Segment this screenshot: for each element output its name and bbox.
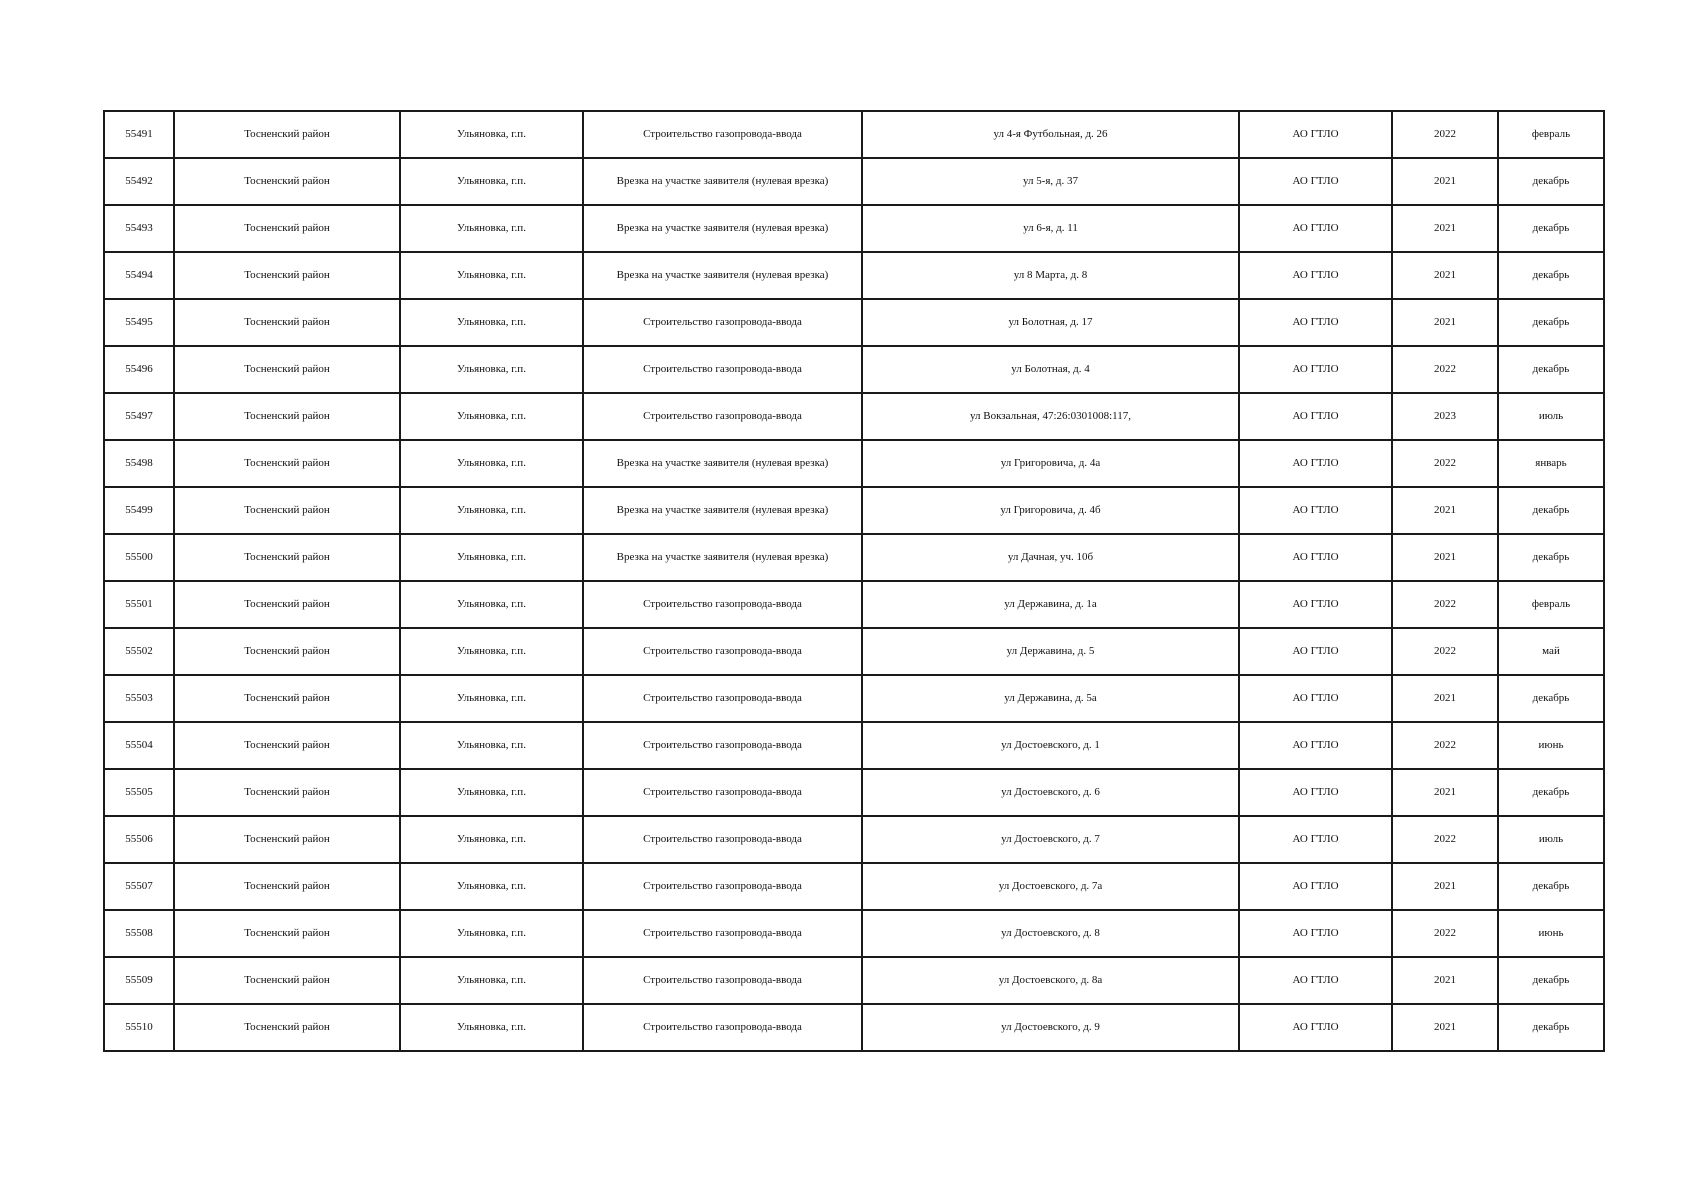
cell-settlement: Ульяновка, г.п. xyxy=(400,440,583,487)
cell-month: январь xyxy=(1498,440,1604,487)
cell-id: 55498 xyxy=(104,440,174,487)
cell-year: 2022 xyxy=(1392,346,1498,393)
cell-settlement: Ульяновка, г.п. xyxy=(400,158,583,205)
cell-district: Тосненский район xyxy=(174,346,400,393)
cell-work-type: Строительство газопровода-ввода xyxy=(583,581,862,628)
cell-month: май xyxy=(1498,628,1604,675)
cell-organization: АО ГТЛО xyxy=(1239,910,1392,957)
cell-settlement: Ульяновка, г.п. xyxy=(400,675,583,722)
cell-month: декабрь xyxy=(1498,252,1604,299)
table-row xyxy=(104,299,1604,346)
cell-district: Тосненский район xyxy=(174,581,400,628)
cell-id: 55499 xyxy=(104,487,174,534)
cell-id: 55510 xyxy=(104,1004,174,1051)
cell-settlement: Ульяновка, г.п. xyxy=(400,111,583,158)
cell-address: ул Достоевского, д. 8а xyxy=(862,957,1239,1004)
cell-organization: АО ГТЛО xyxy=(1239,487,1392,534)
cell-month: июнь xyxy=(1498,722,1604,769)
table-row xyxy=(104,346,1604,393)
cell-year: 2021 xyxy=(1392,957,1498,1004)
cell-id: 55497 xyxy=(104,393,174,440)
cell-month: декабрь xyxy=(1498,487,1604,534)
cell-work-type: Строительство газопровода-ввода xyxy=(583,957,862,1004)
table-row xyxy=(104,722,1604,769)
cell-id: 55495 xyxy=(104,299,174,346)
gasification-table xyxy=(103,110,1605,1052)
cell-id: 55506 xyxy=(104,816,174,863)
table-row xyxy=(104,440,1604,487)
cell-address: ул Достоевского, д. 8 xyxy=(862,910,1239,957)
cell-work-type: Строительство газопровода-ввода xyxy=(583,299,862,346)
cell-address: ул Вокзальная, 47:26:0301008:117, xyxy=(862,393,1239,440)
table-row xyxy=(104,205,1604,252)
cell-month: июнь xyxy=(1498,910,1604,957)
cell-address: ул Достоевского, д. 7а xyxy=(862,863,1239,910)
cell-organization: АО ГТЛО xyxy=(1239,111,1392,158)
cell-organization: АО ГТЛО xyxy=(1239,440,1392,487)
cell-year: 2022 xyxy=(1392,722,1498,769)
cell-address: ул 4-я Футбольная, д. 26 xyxy=(862,111,1239,158)
cell-address: ул Болотная, д. 17 xyxy=(862,299,1239,346)
cell-settlement: Ульяновка, г.п. xyxy=(400,534,583,581)
cell-month: декабрь xyxy=(1498,769,1604,816)
cell-organization: АО ГТЛО xyxy=(1239,957,1392,1004)
cell-settlement: Ульяновка, г.п. xyxy=(400,581,583,628)
cell-organization: АО ГТЛО xyxy=(1239,581,1392,628)
cell-organization: АО ГТЛО xyxy=(1239,534,1392,581)
cell-id: 55494 xyxy=(104,252,174,299)
cell-id: 55503 xyxy=(104,675,174,722)
cell-month: декабрь xyxy=(1498,205,1604,252)
cell-settlement: Ульяновка, г.п. xyxy=(400,487,583,534)
cell-month: июль xyxy=(1498,393,1604,440)
table-row xyxy=(104,534,1604,581)
cell-year: 2022 xyxy=(1392,910,1498,957)
cell-organization: АО ГТЛО xyxy=(1239,205,1392,252)
cell-address: ул Дачная, уч. 10б xyxy=(862,534,1239,581)
cell-work-type: Строительство газопровода-ввода xyxy=(583,1004,862,1051)
cell-district: Тосненский район xyxy=(174,534,400,581)
cell-month: июль xyxy=(1498,816,1604,863)
cell-id: 55505 xyxy=(104,769,174,816)
table-row xyxy=(104,487,1604,534)
cell-organization: АО ГТЛО xyxy=(1239,1004,1392,1051)
table-row xyxy=(104,581,1604,628)
cell-work-type: Врезка на участке заявителя (нулевая врезка) xyxy=(583,205,862,252)
cell-year: 2022 xyxy=(1392,111,1498,158)
cell-organization: АО ГТЛО xyxy=(1239,346,1392,393)
cell-work-type: Строительство газопровода-ввода xyxy=(583,722,862,769)
cell-district: Тосненский район xyxy=(174,299,400,346)
cell-settlement: Ульяновка, г.п. xyxy=(400,722,583,769)
cell-month: декабрь xyxy=(1498,675,1604,722)
cell-year: 2023 xyxy=(1392,393,1498,440)
cell-work-type: Врезка на участке заявителя (нулевая врезка) xyxy=(583,487,862,534)
cell-district: Тосненский район xyxy=(174,440,400,487)
cell-address: ул Достоевского, д. 6 xyxy=(862,769,1239,816)
cell-month: декабрь xyxy=(1498,346,1604,393)
cell-organization: АО ГТЛО xyxy=(1239,393,1392,440)
cell-address: ул 6-я, д. 11 xyxy=(862,205,1239,252)
cell-work-type: Строительство газопровода-ввода xyxy=(583,863,862,910)
cell-district: Тосненский район xyxy=(174,910,400,957)
cell-work-type: Строительство газопровода-ввода xyxy=(583,675,862,722)
cell-month: декабрь xyxy=(1498,957,1604,1004)
cell-month: декабрь xyxy=(1498,863,1604,910)
cell-settlement: Ульяновка, г.п. xyxy=(400,299,583,346)
cell-organization: АО ГТЛО xyxy=(1239,722,1392,769)
cell-work-type: Врезка на участке заявителя (нулевая врезка) xyxy=(583,252,862,299)
cell-work-type: Строительство газопровода-ввода xyxy=(583,393,862,440)
table-row xyxy=(104,393,1604,440)
cell-work-type: Строительство газопровода-ввода xyxy=(583,816,862,863)
cell-organization: АО ГТЛО xyxy=(1239,675,1392,722)
cell-settlement: Ульяновка, г.п. xyxy=(400,910,583,957)
cell-district: Тосненский район xyxy=(174,487,400,534)
cell-id: 55501 xyxy=(104,581,174,628)
cell-address: ул Державина, д. 1а xyxy=(862,581,1239,628)
cell-organization: АО ГТЛО xyxy=(1239,628,1392,675)
cell-id: 55508 xyxy=(104,910,174,957)
cell-year: 2021 xyxy=(1392,675,1498,722)
cell-id: 55507 xyxy=(104,863,174,910)
cell-work-type: Врезка на участке заявителя (нулевая врезка) xyxy=(583,440,862,487)
cell-organization: АО ГТЛО xyxy=(1239,863,1392,910)
table-row xyxy=(104,252,1604,299)
cell-settlement: Ульяновка, г.п. xyxy=(400,346,583,393)
cell-year: 2022 xyxy=(1392,816,1498,863)
cell-address: ул Григоровича, д. 4а xyxy=(862,440,1239,487)
cell-settlement: Ульяновка, г.п. xyxy=(400,1004,583,1051)
cell-year: 2021 xyxy=(1392,1004,1498,1051)
cell-organization: АО ГТЛО xyxy=(1239,158,1392,205)
cell-month: февраль xyxy=(1498,111,1604,158)
cell-district: Тосненский район xyxy=(174,816,400,863)
cell-organization: АО ГТЛО xyxy=(1239,252,1392,299)
cell-address: ул Достоевского, д. 1 xyxy=(862,722,1239,769)
cell-settlement: Ульяновка, г.п. xyxy=(400,957,583,1004)
cell-district: Тосненский район xyxy=(174,675,400,722)
cell-address: ул Достоевского, д. 9 xyxy=(862,1004,1239,1051)
cell-work-type: Строительство газопровода-ввода xyxy=(583,111,862,158)
cell-month: декабрь xyxy=(1498,1004,1604,1051)
table-row xyxy=(104,769,1604,816)
cell-year: 2021 xyxy=(1392,487,1498,534)
cell-settlement: Ульяновка, г.п. xyxy=(400,628,583,675)
cell-year: 2021 xyxy=(1392,863,1498,910)
cell-district: Тосненский район xyxy=(174,252,400,299)
cell-work-type: Строительство газопровода-ввода xyxy=(583,628,862,675)
cell-district: Тосненский район xyxy=(174,1004,400,1051)
cell-year: 2021 xyxy=(1392,252,1498,299)
cell-settlement: Ульяновка, г.п. xyxy=(400,393,583,440)
cell-organization: АО ГТЛО xyxy=(1239,769,1392,816)
table-row xyxy=(104,1004,1604,1051)
cell-settlement: Ульяновка, г.п. xyxy=(400,816,583,863)
cell-id: 55493 xyxy=(104,205,174,252)
cell-year: 2021 xyxy=(1392,205,1498,252)
cell-month: февраль xyxy=(1498,581,1604,628)
cell-work-type: Строительство газопровода-ввода xyxy=(583,346,862,393)
cell-settlement: Ульяновка, г.п. xyxy=(400,252,583,299)
cell-address: ул 5-я, д. 37 xyxy=(862,158,1239,205)
cell-settlement: Ульяновка, г.п. xyxy=(400,769,583,816)
cell-year: 2021 xyxy=(1392,769,1498,816)
cell-id: 55502 xyxy=(104,628,174,675)
cell-district: Тосненский район xyxy=(174,863,400,910)
cell-year: 2021 xyxy=(1392,299,1498,346)
cell-year: 2022 xyxy=(1392,440,1498,487)
cell-address: ул Достоевского, д. 7 xyxy=(862,816,1239,863)
cell-district: Тосненский район xyxy=(174,628,400,675)
cell-district: Тосненский район xyxy=(174,769,400,816)
cell-address: ул Державина, д. 5 xyxy=(862,628,1239,675)
cell-work-type: Врезка на участке заявителя (нулевая врезка) xyxy=(583,158,862,205)
cell-organization: АО ГТЛО xyxy=(1239,299,1392,346)
table-body xyxy=(104,111,1604,1051)
cell-id: 55492 xyxy=(104,158,174,205)
table-row xyxy=(104,158,1604,205)
cell-work-type: Строительство газопровода-ввода xyxy=(583,910,862,957)
cell-district: Тосненский район xyxy=(174,158,400,205)
cell-district: Тосненский район xyxy=(174,205,400,252)
table-row xyxy=(104,111,1604,158)
cell-address: ул 8 Марта, д. 8 xyxy=(862,252,1239,299)
cell-id: 55500 xyxy=(104,534,174,581)
cell-address: ул Державина, д. 5а xyxy=(862,675,1239,722)
table-row xyxy=(104,816,1604,863)
cell-month: декабрь xyxy=(1498,299,1604,346)
cell-district: Тосненский район xyxy=(174,722,400,769)
cell-year: 2022 xyxy=(1392,581,1498,628)
cell-district: Тосненский район xyxy=(174,393,400,440)
cell-id: 55491 xyxy=(104,111,174,158)
table-row xyxy=(104,675,1604,722)
cell-settlement: Ульяновка, г.п. xyxy=(400,863,583,910)
cell-id: 55509 xyxy=(104,957,174,1004)
table-row xyxy=(104,863,1604,910)
cell-year: 2021 xyxy=(1392,158,1498,205)
cell-organization: АО ГТЛО xyxy=(1239,816,1392,863)
cell-month: декабрь xyxy=(1498,534,1604,581)
cell-work-type: Врезка на участке заявителя (нулевая врезка) xyxy=(583,534,862,581)
cell-id: 55496 xyxy=(104,346,174,393)
cell-month: декабрь xyxy=(1498,158,1604,205)
cell-district: Тосненский район xyxy=(174,957,400,1004)
cell-address: ул Болотная, д. 4 xyxy=(862,346,1239,393)
table-row xyxy=(104,628,1604,675)
table-row xyxy=(104,957,1604,1004)
cell-address: ул Григоровича, д. 4б xyxy=(862,487,1239,534)
cell-district: Тосненский район xyxy=(174,111,400,158)
cell-work-type: Строительство газопровода-ввода xyxy=(583,769,862,816)
cell-id: 55504 xyxy=(104,722,174,769)
cell-settlement: Ульяновка, г.п. xyxy=(400,205,583,252)
cell-year: 2022 xyxy=(1392,628,1498,675)
cell-year: 2021 xyxy=(1392,534,1498,581)
table-row xyxy=(104,910,1604,957)
